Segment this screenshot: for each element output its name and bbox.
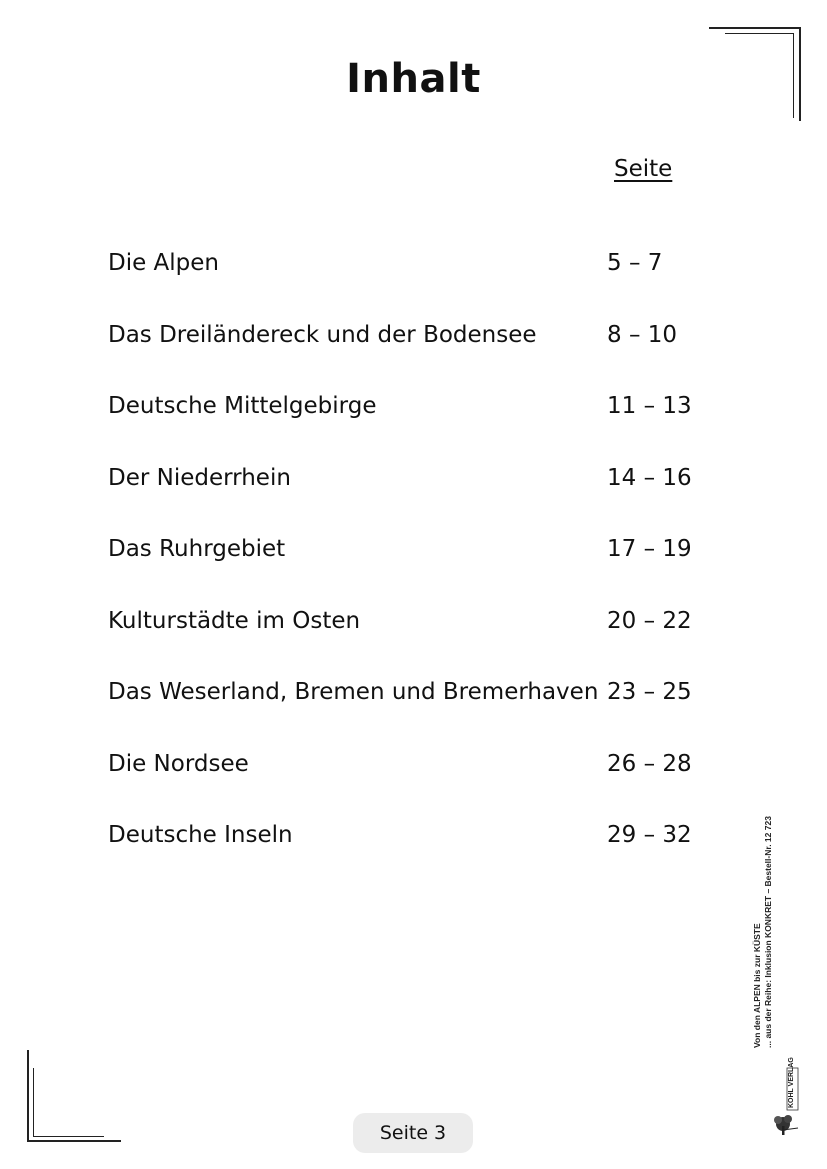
toc-entry-title: Der Niederrhein — [108, 464, 291, 491]
toc-entry-pages: 20 – 22 — [607, 607, 692, 634]
toc-row — [108, 751, 708, 823]
toc-row — [108, 608, 708, 680]
toc-entry-title: Deutsche Mittelgebirge — [108, 393, 377, 419]
toc-entry-pages: 23 – 25 — [607, 679, 692, 705]
side-publication-note — [752, 816, 773, 1048]
page-column-header: Seite — [614, 156, 673, 182]
toc-row — [108, 250, 708, 322]
toc-entry-pages: 8 – 10 — [607, 321, 678, 348]
toc-entry-pages: 29 – 32 — [607, 822, 692, 848]
toc-entry-title: Das Dreiländereck und der Bodensee — [108, 321, 537, 348]
toc-entry-pages: 5 – 7 — [607, 250, 663, 276]
toc-entry-title: Die Nordsee — [108, 750, 249, 777]
toc-entry-title: Das Weserland, Bremen und Bremerhaven — [108, 679, 599, 705]
publisher-logo-label: KOHL VERLAG — [788, 1057, 795, 1108]
toc-entry-pages: 11 – 13 — [607, 393, 692, 419]
toc-row — [108, 393, 708, 465]
corner-frame-bottom-left-inner — [33, 1068, 104, 1137]
toc-row — [108, 465, 708, 537]
publisher-tree-logo-icon — [770, 1066, 804, 1136]
toc-row — [108, 536, 708, 608]
toc-entry-pages: 14 – 16 — [607, 464, 692, 491]
toc-row — [108, 322, 708, 394]
toc-entry-title: Deutsche Inseln — [108, 822, 293, 848]
side-note-line-1: Von den ALPEN bis zur KÜSTE — [752, 923, 762, 1048]
toc-entry-title: Die Alpen — [108, 250, 220, 276]
page-number-badge: Seite 3 — [353, 1113, 473, 1153]
table-of-contents — [108, 250, 708, 894]
toc-entry-pages: 26 – 28 — [607, 750, 692, 777]
toc-row — [108, 822, 708, 894]
toc-entry-title: Das Ruhrgebiet — [108, 536, 286, 562]
toc-entry-title: Kulturstädte im Osten — [108, 607, 361, 634]
side-note-line-2: ... aus der Reihe: Inklusion KONKRET – Bestell-Nr. 12 723 — [762, 816, 773, 1048]
toc-row — [108, 679, 708, 751]
page-title: Inhalt — [346, 56, 481, 102]
toc-entry-pages: 17 – 19 — [607, 536, 692, 562]
